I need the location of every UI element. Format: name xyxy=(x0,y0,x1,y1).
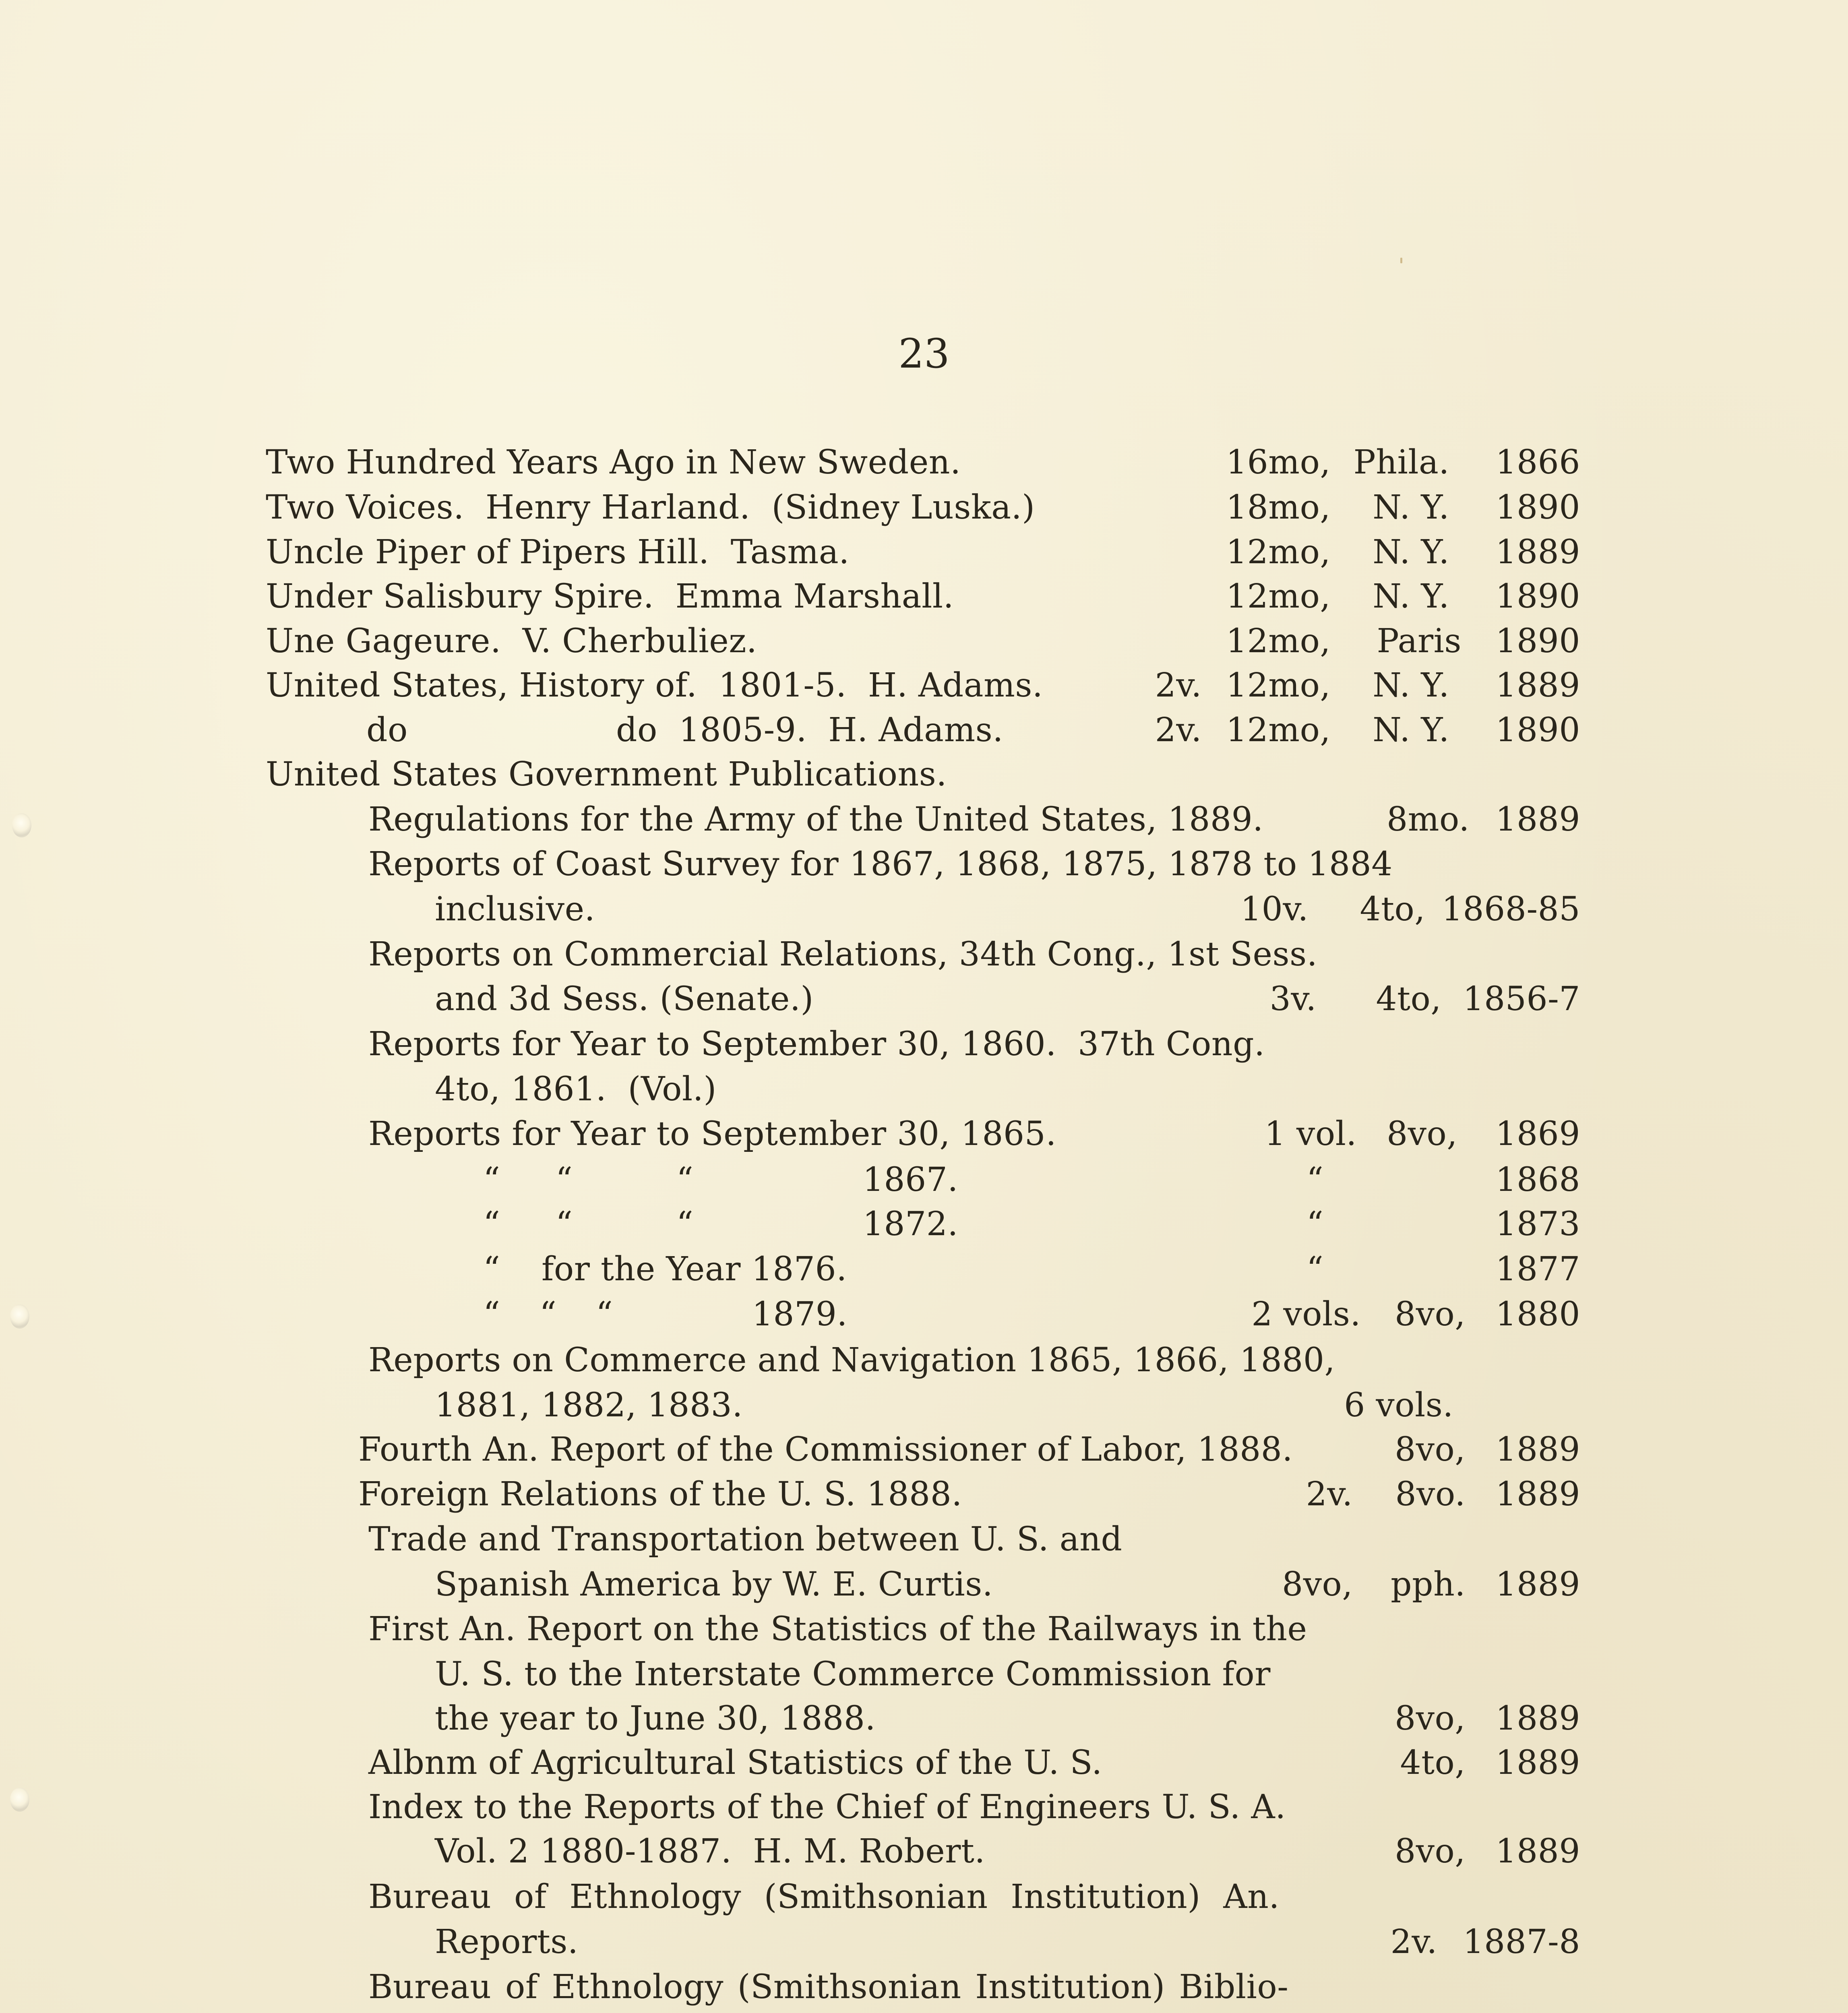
entry-year: 1889 xyxy=(1495,1475,1580,1513)
entry-size: 8vo. xyxy=(1395,1475,1466,1513)
entry-volumes: 2v. xyxy=(1155,666,1202,705)
entry-volumes: 1 vol. xyxy=(1264,1115,1357,1153)
entry-title: Regulations for the Army of the United States, 1889. xyxy=(368,800,1263,839)
entry-year: 1890 xyxy=(1495,622,1580,660)
entry-year: 1889 xyxy=(1495,1699,1580,1738)
ditto-mark: “ xyxy=(556,1161,573,1199)
ditto-mark: “ xyxy=(483,1205,500,1243)
binding-hole-mark xyxy=(10,1788,29,1812)
entry-title-ditto: do xyxy=(366,711,408,749)
page-number: 23 xyxy=(898,330,950,377)
ditto-mark: “ xyxy=(483,1250,500,1288)
entry-size: 8vo, xyxy=(1395,1699,1466,1738)
entry-title: Reports for Year to September 30, 1865. xyxy=(368,1115,1056,1153)
entry-volumes: 3v. xyxy=(1269,980,1317,1018)
entry-volumes: 6 vols. xyxy=(1344,1386,1453,1424)
entry-title-cont: Reports. xyxy=(435,1923,579,1961)
entry-title: Bureau of Ethnology (Smithsonian Institution) An. xyxy=(368,1878,1280,1916)
entry-title: Index to the Reports of the Chief of Engineers U. S. A. xyxy=(368,1788,1286,1826)
entry-size: 8vo, xyxy=(1395,1832,1466,1870)
entry-title: Reports for Year to September 30, 1860. 37th Cong. xyxy=(368,1025,1265,1063)
entry-title: Fourth An. Report of the Commissioner of Labor, 1888. xyxy=(358,1430,1293,1469)
entry-place: N. Y. xyxy=(1373,533,1449,571)
entry-title: 1872. xyxy=(862,1205,958,1243)
entry-year: 1889 xyxy=(1495,1832,1580,1870)
entry-size: 8vo, xyxy=(1395,1430,1466,1469)
entry-size: 12mo, xyxy=(1226,577,1331,616)
entry-title-cont: the year to June 30, 1888. xyxy=(435,1699,876,1738)
entry-title: 1879. xyxy=(752,1295,848,1333)
binding-hole-mark xyxy=(10,1304,29,1329)
entry-size: 8vo, xyxy=(1395,1295,1466,1333)
entry-title: First An. Report on the Statistics of the Railways in the xyxy=(368,1610,1307,1648)
entry-size: 12mo, xyxy=(1226,666,1331,705)
entry-size: 4to, xyxy=(1360,890,1425,928)
entry-title-cont: and 3d Sess. (Senate.) xyxy=(435,980,814,1018)
entry-place: Phila. xyxy=(1353,443,1449,482)
entry-title: Une Gageure. V. Cherbuliez. xyxy=(266,622,757,660)
entry-size: 8vo, xyxy=(1282,1565,1353,1604)
entry-year: 1877 xyxy=(1495,1250,1580,1288)
entry-place: N. Y. xyxy=(1373,577,1449,616)
entry-title: do 1805-9. H. Adams. xyxy=(616,711,1003,749)
entry-title: 1867. xyxy=(862,1161,958,1199)
entry-place: Paris xyxy=(1377,622,1461,660)
entry-place: N. Y. xyxy=(1373,711,1449,749)
entry-year: 1869 xyxy=(1495,1115,1580,1153)
entry-title: Trade and Transportation between U. S. and xyxy=(368,1520,1122,1558)
entry-size: 12mo, xyxy=(1226,711,1331,749)
entry-volumes: 2 vols. xyxy=(1251,1295,1361,1333)
binding-hole-mark xyxy=(12,813,31,837)
entry-title: Albnm of Agricultural Statistics of the U. S. xyxy=(368,1744,1102,1782)
entry-year: 1889 xyxy=(1495,1565,1580,1604)
entry-place: pph. xyxy=(1391,1565,1466,1604)
entry-year: 1873 xyxy=(1495,1205,1580,1243)
ditto-mark: “ xyxy=(540,1295,557,1333)
ditto-mark: “ xyxy=(556,1205,573,1243)
entry-title-cont: Spanish America by W. E. Curtis. xyxy=(435,1565,993,1604)
entry-title: United States, History of. 1801-5. H. Adams. xyxy=(266,666,1043,705)
entry-year: 1889 xyxy=(1495,800,1580,839)
entry-year: 1890 xyxy=(1495,488,1580,527)
entry-title-cont: inclusive. xyxy=(435,890,595,928)
entry-volumes: 2v. xyxy=(1390,1923,1437,1961)
entry-title: Foreign Relations of the U. S. 1888. xyxy=(358,1475,962,1513)
ditto-mark: “ xyxy=(1306,1250,1324,1288)
entry-year: 1868 xyxy=(1495,1161,1580,1199)
ditto-mark: “ xyxy=(1306,1205,1324,1243)
entry-year: 1856-7 xyxy=(1463,980,1580,1018)
entry-volumes: 2v. xyxy=(1306,1475,1353,1513)
entry-title: Bureau of Ethnology (Smithsonian Institution) Biblio- xyxy=(368,1968,1289,2006)
entry-year: 1868-85 xyxy=(1441,890,1580,928)
entry-year: 1889 xyxy=(1495,1430,1580,1469)
entry-year: 1887-8 xyxy=(1463,1923,1580,1961)
entry-size: 12mo, xyxy=(1226,533,1331,571)
paper-speck xyxy=(1400,258,1402,263)
entry-size: 16mo, xyxy=(1226,443,1331,482)
entry-title-cont: 1881, 1882, 1883. xyxy=(435,1386,743,1424)
ditto-mark: “ xyxy=(676,1205,694,1243)
entry-year: 1880 xyxy=(1495,1295,1580,1333)
entry-place: N. Y. xyxy=(1373,488,1449,527)
entry-year: 1889 xyxy=(1495,533,1580,571)
entry-size: 8vo, xyxy=(1387,1115,1457,1153)
entry-place: N. Y. xyxy=(1373,666,1449,705)
entry-volumes: 2v. xyxy=(1155,711,1202,749)
ditto-mark: “ xyxy=(483,1161,500,1199)
entry-title: Two Hundred Years Ago in New Sweden. xyxy=(266,443,961,482)
entry-title-cont: 4to, 1861. (Vol.) xyxy=(435,1070,717,1108)
entry-title-cont: U. S. to the Interstate Commerce Commission for xyxy=(435,1655,1271,1693)
ditto-mark: “ xyxy=(483,1295,500,1333)
ditto-mark: “ xyxy=(596,1295,613,1333)
section-heading: United States Government Publications. xyxy=(266,755,947,794)
entry-size: 8mo. xyxy=(1387,800,1470,839)
entry-title: Reports on Commercial Relations, 34th Cong., 1st Sess. xyxy=(368,935,1318,973)
entry-size: 18mo, xyxy=(1226,488,1331,527)
entry-year: 1889 xyxy=(1495,1744,1580,1782)
entry-volumes: 10v. xyxy=(1240,890,1308,928)
entry-size: 4to, xyxy=(1376,980,1441,1018)
entry-size: 4to, xyxy=(1400,1744,1466,1782)
ditto-mark: “ xyxy=(1306,1161,1324,1199)
entry-year: 1866 xyxy=(1495,443,1580,482)
entry-year: 1890 xyxy=(1495,577,1580,616)
entry-year: 1890 xyxy=(1495,711,1580,749)
entry-title: Uncle Piper of Pipers Hill. Tasma. xyxy=(266,533,850,571)
entry-title: Reports on Commerce and Navigation 1865, 1866, 1880, xyxy=(368,1341,1335,1379)
entry-year: 1889 xyxy=(1495,666,1580,705)
entry-title-cont: Vol. 2 1880-1887. H. M. Robert. xyxy=(435,1832,985,1870)
ditto-mark: “ xyxy=(676,1161,694,1199)
entry-title: Two Voices. Henry Harland. (Sidney Luska.) xyxy=(266,488,1035,527)
entry-title: for the Year 1876. xyxy=(542,1250,847,1288)
entry-title: Under Salisbury Spire. Emma Marshall. xyxy=(266,577,954,616)
entry-title: Reports of Coast Survey for 1867, 1868, 1875, 1878 to 1884 xyxy=(368,845,1393,883)
entry-size: 12mo, xyxy=(1226,622,1331,660)
